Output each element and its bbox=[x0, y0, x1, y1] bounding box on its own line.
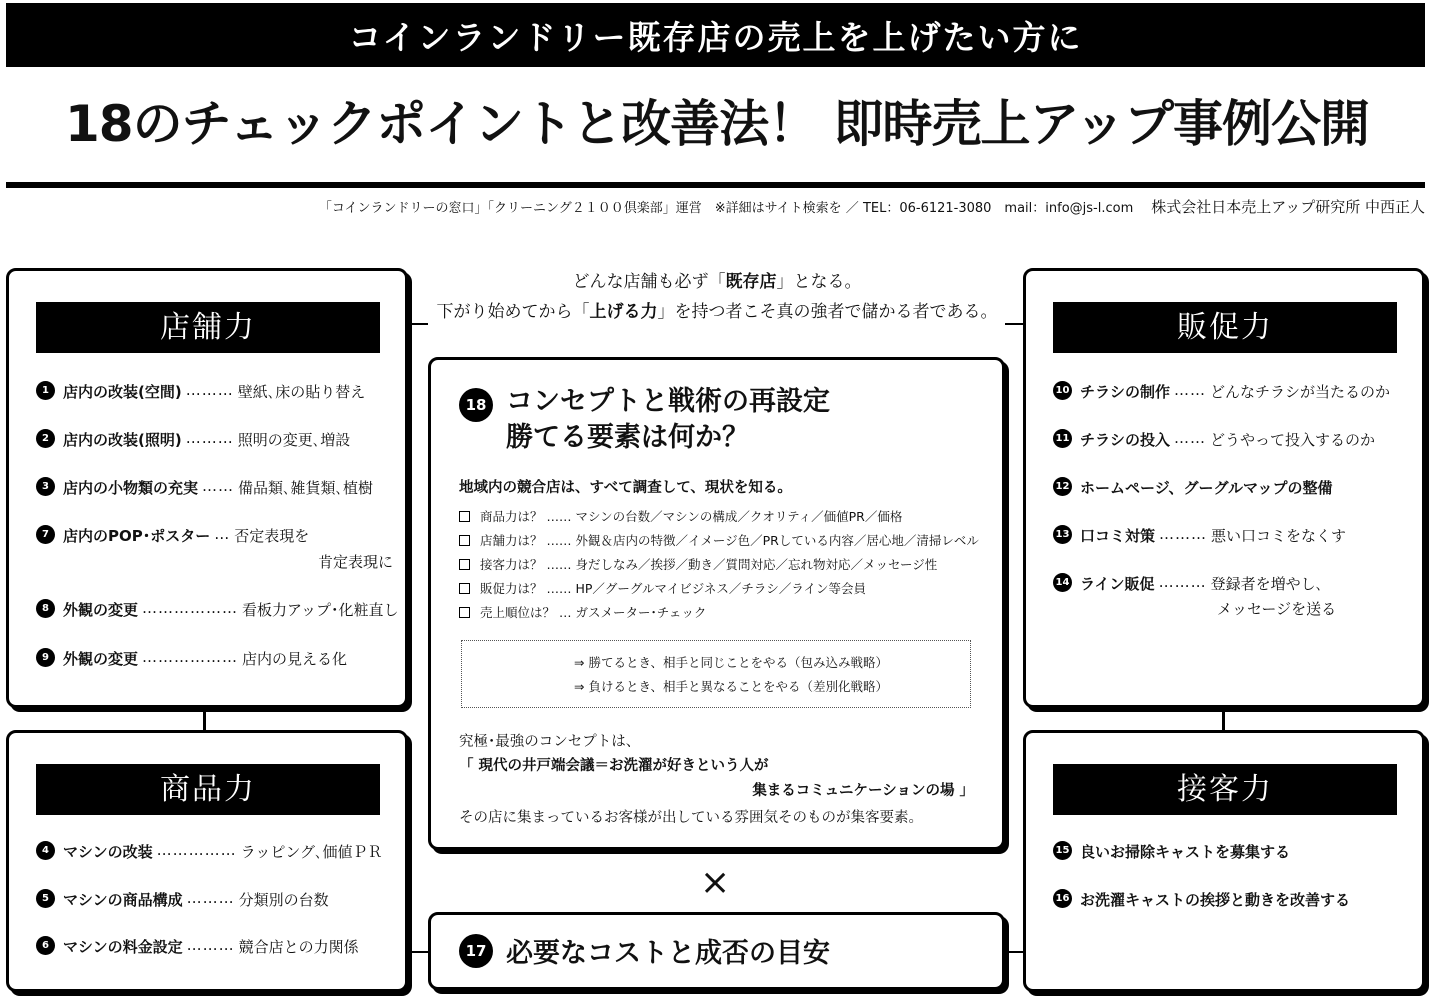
center-title-line1: コンセプトと戦術の再設定 bbox=[506, 386, 830, 417]
item-desc: 壁紙､床の貼り替え bbox=[237, 383, 366, 401]
intro-line1-post: 」となる。 bbox=[776, 272, 862, 292]
item-desc: 店内の見える化 bbox=[242, 650, 348, 668]
intro-text bbox=[415, 267, 1019, 327]
promo-power-panel bbox=[1023, 268, 1425, 708]
item-number: 4 bbox=[36, 841, 55, 860]
item-number: 15 bbox=[1053, 841, 1072, 860]
item-number: 14 bbox=[1053, 573, 1072, 592]
list-item bbox=[36, 599, 398, 620]
headline: 18のチェックポイントと改善法！ 即時売上アップ事例公開 bbox=[65, 95, 1369, 153]
check-row bbox=[459, 507, 902, 525]
item-number: 2 bbox=[36, 429, 55, 448]
concept-line: 集まるコミュニケーションの場 」 bbox=[752, 783, 974, 799]
check-row bbox=[459, 531, 979, 549]
strategy-line: ⇒ 負けるとき、相手と異なることをやる（差別化戦略） bbox=[574, 679, 888, 694]
list-item bbox=[36, 648, 347, 669]
leader-dots: ……… bbox=[1158, 573, 1207, 591]
intro-line1-pre: どんな店舗も必ず「 bbox=[572, 272, 726, 292]
list-item bbox=[1053, 889, 1350, 910]
leader-dots: ……… bbox=[185, 429, 234, 447]
leader-dots: ……… bbox=[185, 381, 234, 399]
item-number: 17 bbox=[459, 934, 493, 968]
check-text: マシンの台数／マシンの構成／クオリティ／価値PR／価格 bbox=[575, 509, 903, 524]
credit-text: 「コインランドリーの窓口」「クリーニング２１００倶楽部」運営 ※詳細はサイト検索を ／ TEL：06-6121-3080 mail：info@js-l.com bbox=[318, 201, 1134, 216]
item-number: 18 bbox=[459, 388, 493, 422]
item-name: 店内の改装(照明) bbox=[63, 431, 182, 449]
item-name: マシンの商品構成 bbox=[63, 891, 183, 909]
item-number: 12 bbox=[1053, 477, 1072, 496]
list-item bbox=[1053, 381, 1390, 402]
leader-dots: …… bbox=[1174, 381, 1207, 399]
concept-line: 「 現代の井戸端会議＝お洗濯が好きという人が bbox=[459, 758, 769, 774]
times-symbol: × bbox=[700, 862, 731, 903]
item-number: 13 bbox=[1053, 525, 1072, 544]
bottom-panel bbox=[428, 912, 1005, 990]
item-desc-continued: メッセージを送る bbox=[1217, 600, 1337, 618]
service-power-panel bbox=[1023, 730, 1425, 992]
item-name: 店内の改装(空間) bbox=[63, 383, 182, 401]
center-title-line2: 勝てる要素は何か？ bbox=[506, 422, 749, 453]
check-label: 接客力は？ …… bbox=[480, 557, 572, 572]
concept-line: 究極･最強のコンセプトは、 bbox=[459, 734, 641, 750]
leader-dots: …… bbox=[1174, 429, 1207, 447]
item-name: マシンの料金設定 bbox=[63, 938, 183, 956]
check-label: 売上順位は？ … bbox=[480, 605, 572, 620]
check-label: 販促力は？ …… bbox=[480, 581, 572, 596]
leader-dots: ……… bbox=[186, 936, 235, 954]
list-item bbox=[36, 889, 329, 910]
item-name: 良いお掃除キャストを募集する bbox=[1080, 843, 1291, 861]
banner-text: コインランドリー既存店の売上を上げたい方に bbox=[348, 17, 1083, 57]
product-power-title: 商品力 bbox=[36, 764, 380, 815]
item-desc: 照明の変更､増設 bbox=[237, 431, 351, 449]
check-text: 身だしなみ／挨拶／動き／質問対応／忘れ物対応／メッセージ性 bbox=[575, 557, 938, 572]
item-number: 16 bbox=[1053, 889, 1072, 908]
item-number: 11 bbox=[1053, 429, 1072, 448]
item-name: チラシの投入 bbox=[1080, 431, 1171, 449]
item-name: 店内のPOP･ポスター bbox=[63, 527, 211, 545]
item-name: お洗濯キャストの挨拶と動きを改善する bbox=[1080, 891, 1351, 909]
check-label: 商品力は？ …… bbox=[480, 509, 572, 524]
item-name: 外観の変更 bbox=[63, 650, 139, 668]
item-name: マシンの改装 bbox=[63, 843, 153, 861]
check-row bbox=[459, 555, 937, 573]
list-item bbox=[36, 936, 359, 957]
item-number: 7 bbox=[36, 525, 55, 544]
intro-line2-post: 」を持つ者こそ真の強者で儲かる者である。 bbox=[657, 302, 998, 322]
leader-dots: ……………… bbox=[142, 599, 239, 617]
strategy-line: ⇒ 勝てるとき、相手と同じことをやる（包み込み戦略） bbox=[574, 655, 888, 670]
check-text: ガスメーター･チェック bbox=[575, 605, 707, 620]
concept-line: その店に集まっているお客様が出している雰囲気そのものが集客要素。 bbox=[459, 810, 923, 826]
check-row bbox=[459, 579, 866, 597]
center-lead: 地域内の競合店は、すべて調査して、現状を知る。 bbox=[459, 480, 792, 496]
item-desc: 登録者を増やし､ bbox=[1210, 575, 1324, 593]
check-text: 外観＆店内の特徴／イメージ色／PRしている内容／居心地／清掃レベル bbox=[575, 533, 979, 548]
checkbox-icon bbox=[459, 607, 470, 618]
item-desc: 看板力アップ･化粧直し bbox=[242, 601, 399, 619]
list-item bbox=[1053, 429, 1375, 450]
item-desc: 分類別の台数 bbox=[238, 891, 329, 909]
item-name: 口コミ対策 bbox=[1080, 527, 1156, 545]
item-number: 9 bbox=[36, 648, 55, 667]
center-panel bbox=[428, 357, 1005, 850]
item-name: ホームページ、グーグルマップの整備 bbox=[1080, 479, 1333, 497]
promo-power-title: 販促力 bbox=[1053, 302, 1397, 353]
item-name: 外観の変更 bbox=[63, 601, 139, 619]
connector-bottom-right bbox=[1005, 951, 1023, 953]
item-desc: 悪い口コミをなくす bbox=[1211, 527, 1347, 545]
list-item bbox=[36, 429, 350, 450]
item-number: 8 bbox=[36, 599, 55, 618]
intro-line2-pre: 下がり始めてから「 bbox=[436, 302, 590, 322]
leader-dots: … bbox=[214, 525, 231, 543]
leader-dots: …………… bbox=[156, 841, 237, 859]
list-item bbox=[36, 381, 365, 402]
checkbox-icon bbox=[459, 559, 470, 570]
strategy-box bbox=[461, 640, 971, 708]
item-desc-continued: 肯定表現に bbox=[317, 553, 393, 571]
list-item bbox=[1053, 477, 1332, 498]
item-name: 店内の小物類の充実 bbox=[63, 479, 199, 497]
item-desc: ラッピング､価値ＰＲ bbox=[240, 843, 383, 861]
list-item bbox=[36, 525, 309, 546]
connector-bottom-left bbox=[410, 951, 428, 953]
item-number: 5 bbox=[36, 889, 55, 908]
item-number: 3 bbox=[36, 477, 55, 496]
check-row bbox=[459, 603, 706, 621]
list-item bbox=[1053, 525, 1346, 546]
checkbox-icon bbox=[459, 535, 470, 546]
company-name: 株式会社日本売上アップ研究所 中西正人 bbox=[1151, 198, 1425, 216]
item-name: ライン販促 bbox=[1080, 575, 1155, 593]
intro-line2-em: 上げる力 bbox=[589, 302, 658, 322]
top-banner bbox=[6, 3, 1425, 67]
leader-dots: ……………… bbox=[142, 648, 239, 666]
list-item bbox=[1053, 573, 1323, 594]
list-item bbox=[36, 477, 373, 498]
list-item bbox=[36, 841, 383, 862]
check-label: 店舗力は？ …… bbox=[480, 533, 572, 548]
leader-dots: ……… bbox=[1159, 525, 1208, 543]
list-item bbox=[1053, 841, 1290, 862]
product-power-panel bbox=[6, 730, 408, 992]
item-name: チラシの制作 bbox=[1080, 383, 1171, 401]
intro-line1-em: 既存店 bbox=[725, 272, 777, 292]
item-desc: 競合店との力関係 bbox=[238, 938, 359, 956]
service-power-title: 接客力 bbox=[1053, 764, 1397, 815]
checkbox-icon bbox=[459, 583, 470, 594]
item-desc: 否定表現を bbox=[234, 527, 310, 545]
checkbox-icon bbox=[459, 511, 470, 522]
bottom-title: 必要なコストと成否の目安 bbox=[506, 938, 830, 969]
item-number: 10 bbox=[1053, 381, 1072, 400]
item-desc: どんなチラシが当たるのか bbox=[1210, 383, 1391, 401]
item-number: 1 bbox=[36, 381, 55, 400]
check-text: HP／グーグルマイビジネス／チラシ／ライン等会員 bbox=[575, 581, 867, 596]
leader-dots: ……… bbox=[186, 889, 235, 907]
leader-dots: …… bbox=[202, 477, 235, 495]
item-desc: どうやって投入するのか bbox=[1210, 431, 1376, 449]
store-power-title: 店舗力 bbox=[36, 302, 380, 353]
header-rule bbox=[6, 182, 1425, 188]
item-number: 6 bbox=[36, 936, 55, 955]
store-power-panel bbox=[6, 268, 408, 708]
center-title bbox=[506, 384, 830, 456]
credit-line bbox=[319, 196, 1425, 217]
item-desc: 備品類､雑貨類､植樹 bbox=[238, 479, 374, 497]
